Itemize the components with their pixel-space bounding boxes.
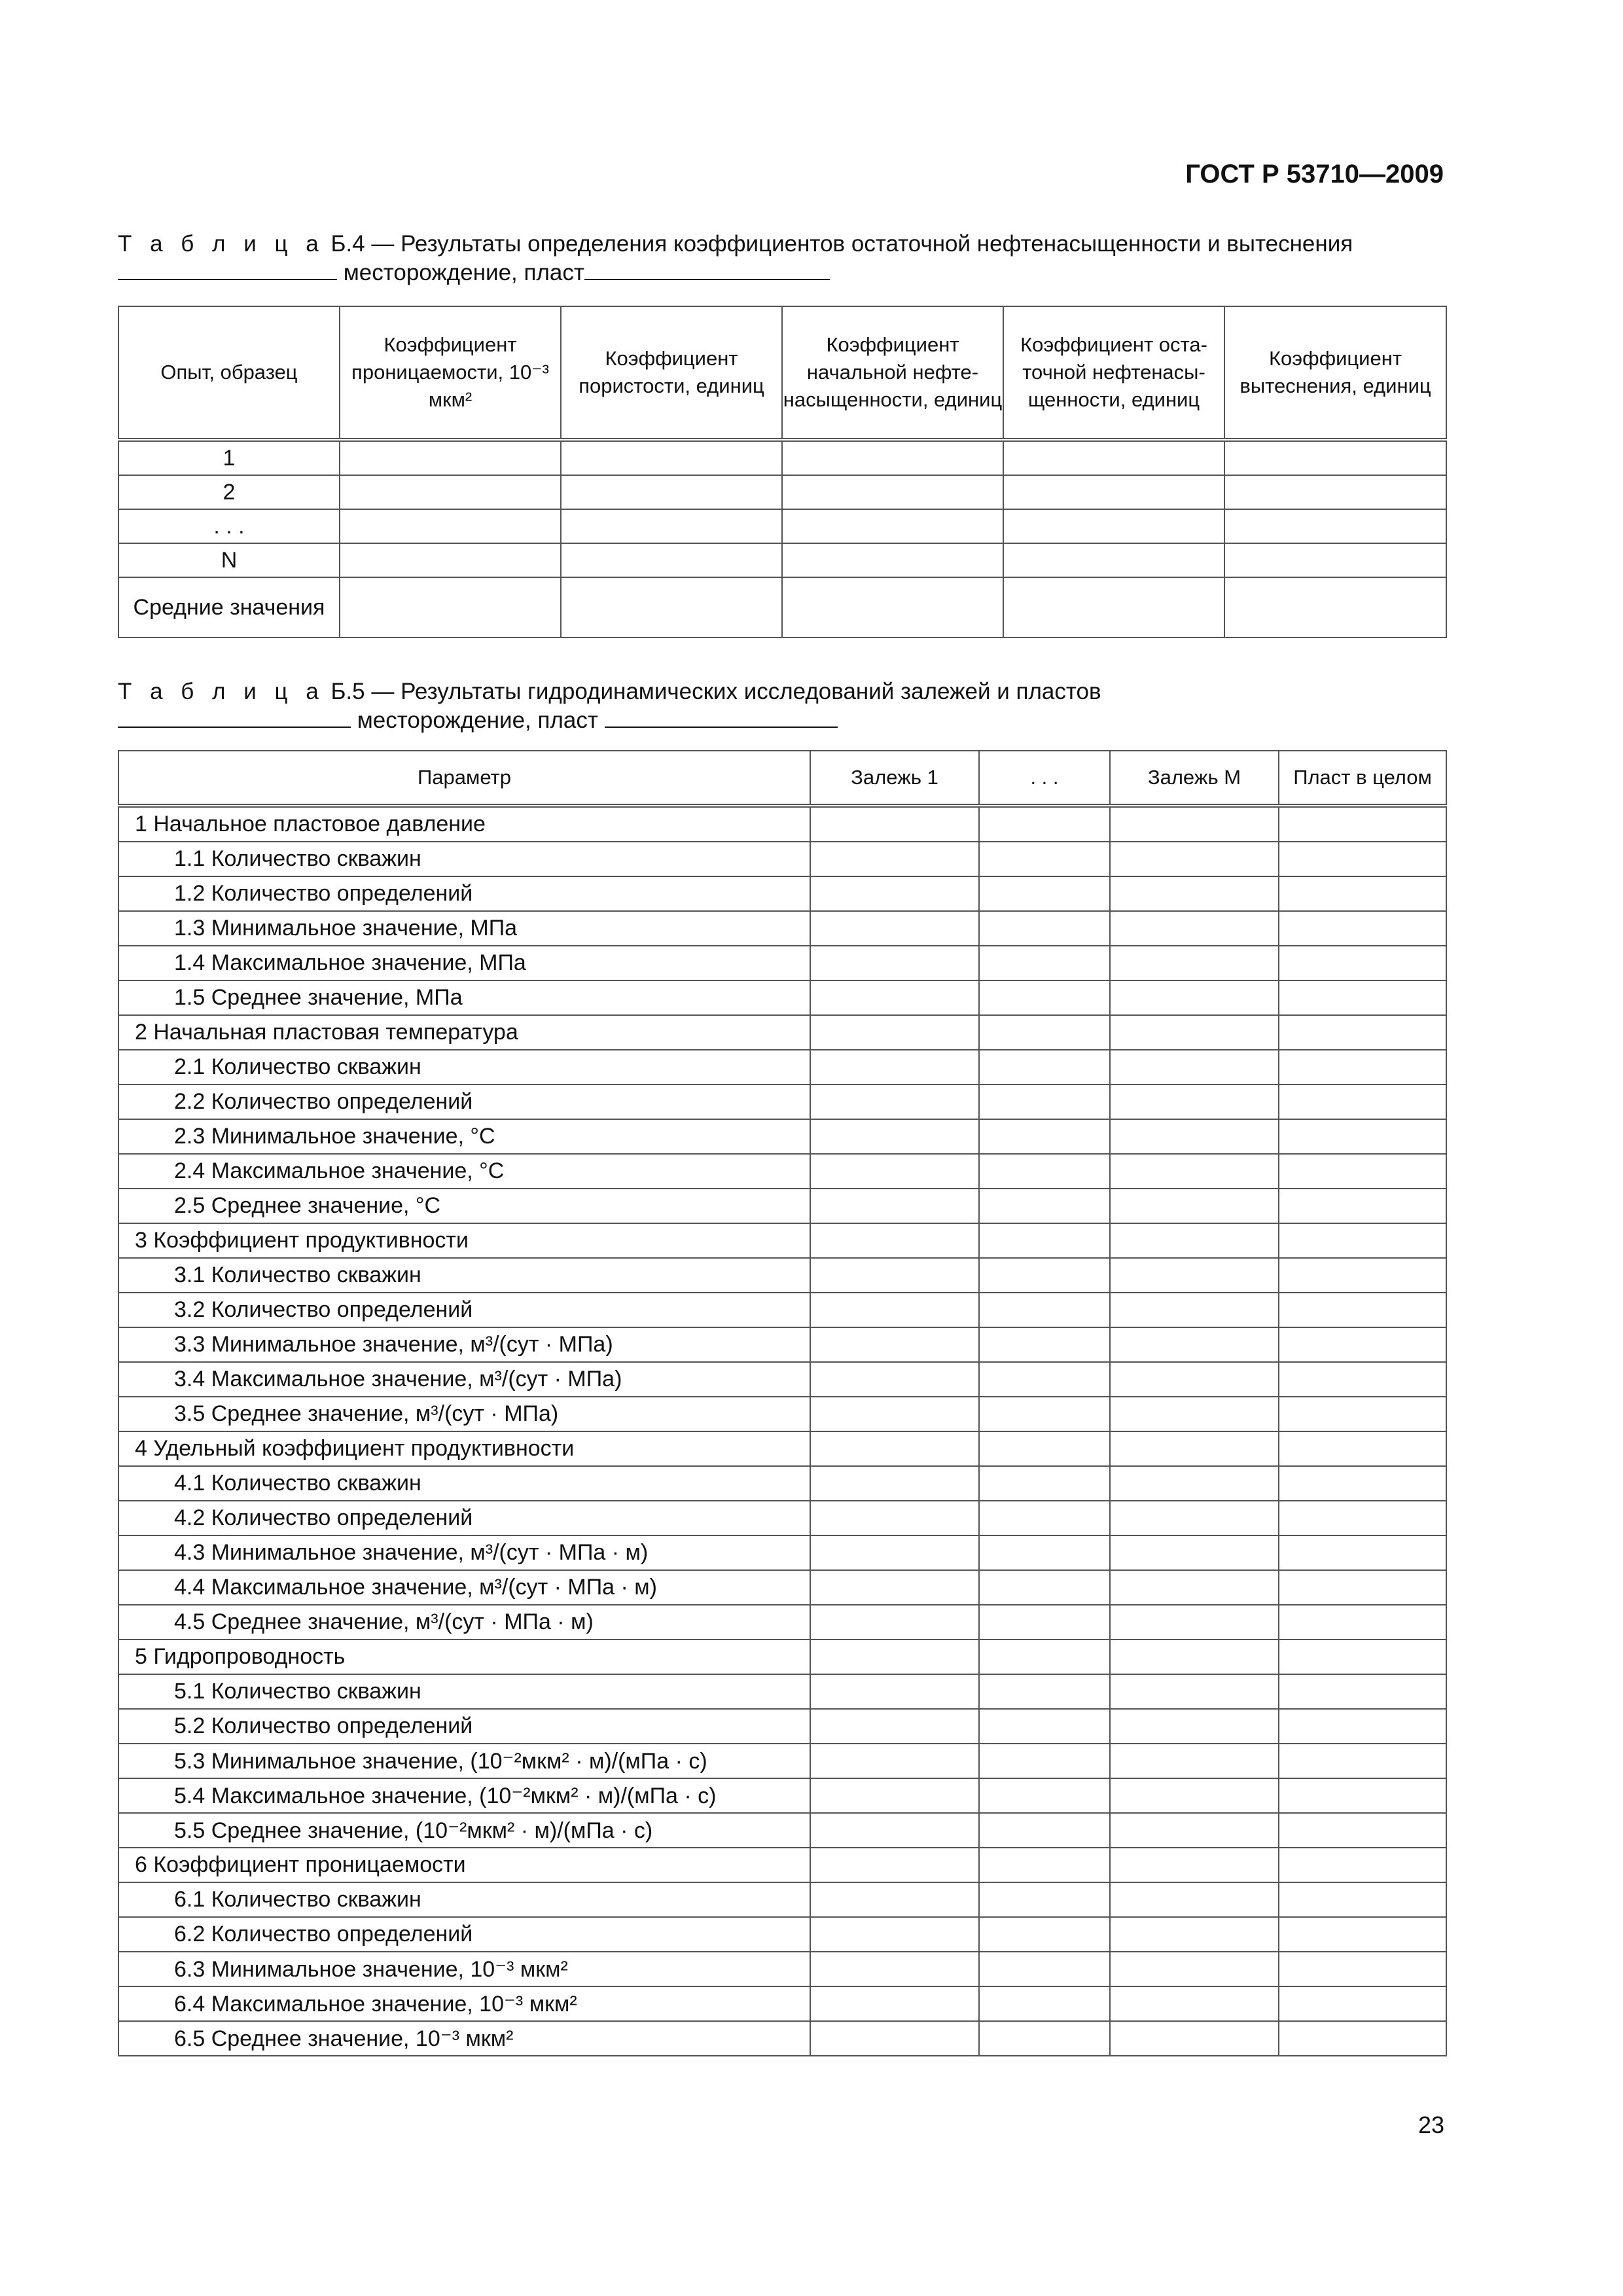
empty-cell <box>979 1327 1110 1362</box>
empty-cell <box>979 1744 1110 1778</box>
empty-cell <box>340 440 561 475</box>
empty-cell <box>1279 1050 1446 1085</box>
parameter-subitem: 4.4 Максимальное значение, м³/(сут · МПа · м) <box>118 1570 810 1605</box>
row-label: Средние значения <box>118 577 340 637</box>
empty-cell <box>1279 1535 1446 1570</box>
parameter-group: 2 Начальная пластовая температура <box>118 1015 810 1050</box>
empty-cell <box>1110 911 1279 946</box>
empty-cell <box>810 1882 979 1917</box>
table-row <box>118 1189 1446 1223</box>
table-row <box>118 1466 1446 1501</box>
table-row <box>118 1709 1446 1744</box>
table-b5-header-cell: Залежь М <box>1110 751 1279 806</box>
table-b4-field-label: месторождение, пласт <box>337 260 584 285</box>
table-row <box>118 1397 1446 1431</box>
empty-cell <box>1224 509 1446 543</box>
table-b4-caption-label: Т а б л и ц а <box>118 231 325 257</box>
empty-cell <box>810 1223 979 1258</box>
table-row <box>118 1605 1446 1640</box>
empty-cell <box>979 1674 1110 1709</box>
empty-cell <box>1110 980 1279 1015</box>
table-b4-caption-text: Б.4 — Результаты определения коэффициентов остаточной нефтенасыщенности и вытеснения <box>324 231 1353 257</box>
empty-cell <box>561 475 782 509</box>
row-label: 1 <box>118 440 340 475</box>
empty-cell <box>782 509 1003 543</box>
empty-cell <box>1279 1431 1446 1466</box>
parameter-subitem: 5.4 Максимальное значение, (10⁻²мкм² · м)/(мПа · с) <box>118 1778 810 1813</box>
empty-cell <box>782 543 1003 577</box>
parameter-subitem: 4.1 Количество скважин <box>118 1466 810 1501</box>
empty-cell <box>810 946 979 980</box>
parameter-subitem: 6.1 Количество скважин <box>118 1882 810 1917</box>
empty-cell <box>979 1986 1110 2021</box>
empty-cell <box>979 1917 1110 1952</box>
empty-cell <box>1110 1674 1279 1709</box>
empty-cell <box>810 1466 979 1501</box>
parameter-subitem: 2.5 Среднее значение, °С <box>118 1189 810 1223</box>
table-b5-header-cell: Параметр <box>118 751 810 806</box>
empty-cell <box>979 1397 1110 1431</box>
empty-cell <box>1003 475 1224 509</box>
empty-cell <box>979 1223 1110 1258</box>
table-b4-caption <box>118 230 1353 258</box>
parameter-subitem: 3.3 Минимальное значение, м³/(сут · МПа) <box>118 1327 810 1362</box>
parameter-subitem: 1.4 Максимальное значение, МПа <box>118 946 810 980</box>
empty-cell <box>810 1744 979 1778</box>
empty-cell <box>810 1640 979 1674</box>
table-b4-header-cell: Коэффициент пористости, единиц <box>561 306 782 440</box>
empty-cell <box>810 911 979 946</box>
table-row <box>118 1293 1446 1327</box>
empty-cell <box>1110 1085 1279 1119</box>
empty-cell <box>1224 440 1446 475</box>
parameter-subitem: 1.3 Минимальное значение, МПа <box>118 911 810 946</box>
empty-cell <box>1110 806 1279 842</box>
empty-cell <box>1279 1640 1446 1674</box>
empty-cell <box>810 1570 979 1605</box>
empty-cell <box>1110 1605 1279 1640</box>
empty-cell <box>1279 1986 1446 2021</box>
empty-cell <box>1279 1744 1446 1778</box>
empty-cell <box>810 1431 979 1466</box>
empty-cell <box>1279 1293 1446 1327</box>
empty-cell <box>1279 842 1446 876</box>
table-row <box>118 946 1446 980</box>
empty-cell <box>979 1640 1110 1674</box>
table-row <box>118 543 1446 577</box>
table-row <box>118 1258 1446 1293</box>
empty-cell <box>1279 1397 1446 1431</box>
empty-cell <box>1110 1778 1279 1813</box>
table-b5-header-cell: Пласт в целом <box>1279 751 1446 806</box>
empty-cell <box>1110 1535 1279 1570</box>
empty-cell <box>810 1605 979 1640</box>
empty-cell <box>1279 1813 1446 1848</box>
empty-cell <box>979 1848 1110 1882</box>
parameter-group: 1 Начальное пластовое давление <box>118 806 810 842</box>
empty-cell <box>1224 543 1446 577</box>
table-b4-header-cell: Коэффициент проницаемости, 10⁻³ мкм² <box>340 306 561 440</box>
table-row <box>118 2021 1446 2056</box>
table-row <box>118 1050 1446 1085</box>
empty-cell <box>810 1397 979 1431</box>
empty-cell <box>810 1085 979 1119</box>
table-row <box>118 1744 1446 1778</box>
table-row <box>118 1917 1446 1952</box>
document-id: ГОСТ Р 53710—2009 <box>1185 160 1444 188</box>
empty-cell <box>1110 2021 1279 2056</box>
empty-cell <box>1110 1882 1279 1917</box>
row-label: . . . <box>118 509 340 543</box>
table-b5-header-cell: . . . <box>979 751 1110 806</box>
table-row <box>118 1640 1446 1674</box>
table-row <box>118 440 1446 475</box>
parameter-subitem: 3.1 Количество скважин <box>118 1258 810 1293</box>
parameter-subitem: 6.2 Количество определений <box>118 1917 810 1952</box>
table-b5-field-label: месторождение, пласт <box>351 708 605 733</box>
empty-cell <box>782 440 1003 475</box>
empty-cell <box>1110 1709 1279 1744</box>
row-label: N <box>118 543 340 577</box>
empty-cell <box>782 475 1003 509</box>
parameter-subitem: 3.4 Максимальное значение, м³/(сут · МПа) <box>118 1362 810 1397</box>
empty-cell <box>1003 509 1224 543</box>
table-row <box>118 911 1446 946</box>
parameter-subitem: 2.4 Максимальное значение, °С <box>118 1154 810 1189</box>
empty-cell <box>561 577 782 637</box>
empty-cell <box>1110 1917 1279 1952</box>
empty-cell <box>979 1154 1110 1189</box>
empty-cell <box>979 842 1110 876</box>
table-b4-header-cell: Коэффициент начальной нефтенасыщенности, единиц <box>782 306 1003 440</box>
empty-cell <box>1110 1050 1279 1085</box>
empty-cell <box>979 1778 1110 1813</box>
empty-cell <box>810 1674 979 1709</box>
table-row <box>118 1986 1446 2021</box>
empty-cell <box>1279 806 1446 842</box>
empty-cell <box>1279 1778 1446 1813</box>
empty-cell <box>1279 946 1446 980</box>
table-row <box>118 475 1446 509</box>
empty-cell <box>810 2021 979 2056</box>
empty-cell <box>1279 1674 1446 1709</box>
empty-cell <box>810 1501 979 1535</box>
parameter-group: 6 Коэффициент проницаемости <box>118 1848 810 1882</box>
empty-cell <box>1110 946 1279 980</box>
empty-cell <box>1279 980 1446 1015</box>
empty-cell <box>1110 876 1279 911</box>
table-b4-header-cell: Опыт, образец <box>118 306 340 440</box>
table-row <box>118 876 1446 911</box>
empty-cell <box>1110 842 1279 876</box>
empty-cell <box>810 1848 979 1882</box>
empty-cell <box>1003 440 1224 475</box>
empty-cell <box>1110 1397 1279 1431</box>
empty-cell <box>1279 1605 1446 1640</box>
table-row <box>118 509 1446 543</box>
parameter-subitem: 5.3 Минимальное значение, (10⁻²мкм² · м)/(мПа · с) <box>118 1744 810 1778</box>
table-row <box>118 1813 1446 1848</box>
empty-cell <box>1279 1917 1446 1952</box>
empty-cell <box>810 1778 979 1813</box>
empty-cell <box>1279 1258 1446 1293</box>
table-row <box>118 1119 1446 1154</box>
empty-cell <box>810 1258 979 1293</box>
empty-cell <box>810 1813 979 1848</box>
parameter-group: 3 Коэффициент продуктивности <box>118 1223 810 1258</box>
table-row <box>118 1570 1446 1605</box>
empty-cell <box>979 1952 1110 1986</box>
empty-cell <box>1110 1570 1279 1605</box>
empty-cell <box>810 1293 979 1327</box>
table-row <box>118 1778 1446 1813</box>
empty-cell <box>979 1709 1110 1744</box>
table-b5-caption <box>118 678 1101 706</box>
page-number: 23 <box>1418 2111 1444 2138</box>
empty-cell <box>810 1952 979 1986</box>
empty-cell <box>1279 1119 1446 1154</box>
empty-cell <box>810 1050 979 1085</box>
table-b4-header-row <box>118 306 1446 440</box>
table-b4-header-cell: Коэффициент остаточной нефтенасыщенности, единиц <box>1003 306 1224 440</box>
empty-cell <box>810 1535 979 1570</box>
table-row <box>118 1535 1446 1570</box>
table-row <box>118 1431 1446 1466</box>
empty-cell <box>979 1535 1110 1570</box>
empty-cell <box>1003 577 1224 637</box>
empty-cell <box>340 475 561 509</box>
empty-cell <box>340 509 561 543</box>
empty-cell <box>979 806 1110 842</box>
empty-cell <box>979 1085 1110 1119</box>
table-row <box>118 1223 1446 1258</box>
empty-cell <box>561 440 782 475</box>
empty-cell <box>1110 1744 1279 1778</box>
empty-cell <box>340 577 561 637</box>
empty-cell <box>810 876 979 911</box>
parameter-subitem: 6.5 Среднее значение, 10⁻³ мкм² <box>118 2021 810 2056</box>
parameter-subitem: 1.1 Количество скважин <box>118 842 810 876</box>
empty-cell <box>1110 1466 1279 1501</box>
empty-cell <box>1224 475 1446 509</box>
empty-cell <box>1110 1952 1279 1986</box>
empty-cell <box>1279 1362 1446 1397</box>
empty-cell <box>810 1015 979 1050</box>
empty-cell <box>1110 1501 1279 1535</box>
empty-cell <box>1110 1813 1279 1848</box>
empty-cell <box>810 1327 979 1362</box>
empty-cell <box>979 1258 1110 1293</box>
row-label: 2 <box>118 475 340 509</box>
empty-cell <box>1003 543 1224 577</box>
empty-cell <box>1279 1570 1446 1605</box>
empty-cell <box>1110 1258 1279 1293</box>
table-row <box>118 1848 1446 1882</box>
table-b4 <box>118 306 1447 638</box>
empty-cell <box>810 980 979 1015</box>
empty-cell <box>1279 1882 1446 1917</box>
empty-cell <box>1110 1119 1279 1154</box>
empty-cell <box>810 806 979 842</box>
empty-cell <box>979 1570 1110 1605</box>
table-row <box>118 1085 1446 1119</box>
empty-cell <box>1110 1848 1279 1882</box>
table-row <box>118 1015 1446 1050</box>
parameter-subitem: 6.3 Минимальное значение, 10⁻³ мкм² <box>118 1952 810 1986</box>
empty-cell <box>979 876 1110 911</box>
empty-cell <box>979 1362 1110 1397</box>
empty-cell <box>1110 1986 1279 2021</box>
empty-cell <box>561 509 782 543</box>
empty-cell <box>1279 2021 1446 2056</box>
empty-cell <box>1110 1431 1279 1466</box>
empty-cell <box>979 1015 1110 1050</box>
empty-cell <box>561 543 782 577</box>
table-b5 <box>118 750 1447 2056</box>
table-row <box>118 1362 1446 1397</box>
table-row <box>118 1154 1446 1189</box>
parameter-subitem: 5.2 Количество определений <box>118 1709 810 1744</box>
table-row <box>118 1327 1446 1362</box>
empty-cell <box>1279 1223 1446 1258</box>
field-name-blank <box>118 259 337 280</box>
empty-cell <box>979 1050 1110 1085</box>
empty-cell <box>810 1917 979 1952</box>
parameter-group: 4 Удельный коэффициент продуктивности <box>118 1431 810 1466</box>
empty-cell <box>1279 911 1446 946</box>
table-b5-caption-line2 <box>118 707 838 734</box>
empty-cell <box>340 543 561 577</box>
empty-cell <box>1279 1015 1446 1050</box>
table-b4-header-cell: Коэффициент вытеснения, единиц <box>1224 306 1446 440</box>
parameter-subitem: 4.5 Среднее значение, м³/(сут · МПа · м) <box>118 1605 810 1640</box>
empty-cell <box>979 946 1110 980</box>
empty-cell <box>1279 1501 1446 1535</box>
empty-cell <box>1279 1327 1446 1362</box>
empty-cell <box>979 1189 1110 1223</box>
empty-cell <box>1279 1154 1446 1189</box>
empty-cell <box>782 577 1003 637</box>
empty-cell <box>1279 1952 1446 1986</box>
parameter-subitem: 2.2 Количество определений <box>118 1085 810 1119</box>
table-b5-header-cell: Залежь 1 <box>810 751 979 806</box>
table-row <box>118 806 1446 842</box>
table-row <box>118 1952 1446 1986</box>
empty-cell <box>979 1293 1110 1327</box>
table-b5-caption-label: Т а б л и ц а <box>118 679 325 704</box>
empty-cell <box>810 1709 979 1744</box>
layer-name-blank <box>605 707 838 728</box>
empty-cell <box>1279 876 1446 911</box>
empty-cell <box>979 2021 1110 2056</box>
empty-cell <box>810 1154 979 1189</box>
empty-cell <box>810 1119 979 1154</box>
empty-cell <box>979 1882 1110 1917</box>
empty-cell <box>810 1362 979 1397</box>
empty-cell <box>1110 1223 1279 1258</box>
empty-cell <box>1279 1848 1446 1882</box>
parameter-subitem: 4.3 Минимальное значение, м³/(сут · МПа · м) <box>118 1535 810 1570</box>
table-row <box>118 842 1446 876</box>
empty-cell <box>1110 1640 1279 1674</box>
table-row <box>118 1674 1446 1709</box>
empty-cell <box>979 1605 1110 1640</box>
parameter-subitem: 3.2 Количество определений <box>118 1293 810 1327</box>
table-b5-header-row <box>118 751 1446 806</box>
empty-cell <box>1110 1154 1279 1189</box>
parameter-subitem: 3.5 Среднее значение, м³/(сут · МПа) <box>118 1397 810 1431</box>
empty-cell <box>979 1813 1110 1848</box>
table-b5-caption-text: Б.5 — Результаты гидродинамических исследований залежей и пластов <box>324 679 1101 704</box>
empty-cell <box>810 842 979 876</box>
table-row <box>118 577 1446 637</box>
empty-cell <box>1279 1189 1446 1223</box>
empty-cell <box>1279 1709 1446 1744</box>
empty-cell <box>810 1189 979 1223</box>
parameter-subitem: 2.3 Минимальное значение, °С <box>118 1119 810 1154</box>
empty-cell <box>1110 1362 1279 1397</box>
empty-cell <box>1279 1085 1446 1119</box>
parameter-group: 5 Гидропроводность <box>118 1640 810 1674</box>
empty-cell <box>979 1431 1110 1466</box>
empty-cell <box>979 980 1110 1015</box>
parameter-subitem: 1.2 Количество определений <box>118 876 810 911</box>
empty-cell <box>979 911 1110 946</box>
parameter-subitem: 5.1 Количество скважин <box>118 1674 810 1709</box>
empty-cell <box>1224 577 1446 637</box>
empty-cell <box>1110 1015 1279 1050</box>
empty-cell <box>979 1501 1110 1535</box>
empty-cell <box>979 1119 1110 1154</box>
empty-cell <box>1279 1466 1446 1501</box>
parameter-subitem: 1.5 Среднее значение, МПа <box>118 980 810 1015</box>
empty-cell <box>1110 1189 1279 1223</box>
parameter-subitem: 4.2 Количество определений <box>118 1501 810 1535</box>
layer-name-blank <box>584 259 830 280</box>
table-row <box>118 1882 1446 1917</box>
empty-cell <box>979 1466 1110 1501</box>
parameter-subitem: 6.4 Максимальное значение, 10⁻³ мкм² <box>118 1986 810 2021</box>
table-row <box>118 980 1446 1015</box>
table-b4-caption-line2 <box>118 259 830 287</box>
parameter-subitem: 5.5 Среднее значение, (10⁻²мкм² · м)/(мПа · с) <box>118 1813 810 1848</box>
empty-cell <box>810 1986 979 2021</box>
empty-cell <box>1110 1293 1279 1327</box>
empty-cell <box>1110 1327 1279 1362</box>
field-name-blank <box>118 707 351 728</box>
table-row <box>118 1501 1446 1535</box>
parameter-subitem: 2.1 Количество скважин <box>118 1050 810 1085</box>
